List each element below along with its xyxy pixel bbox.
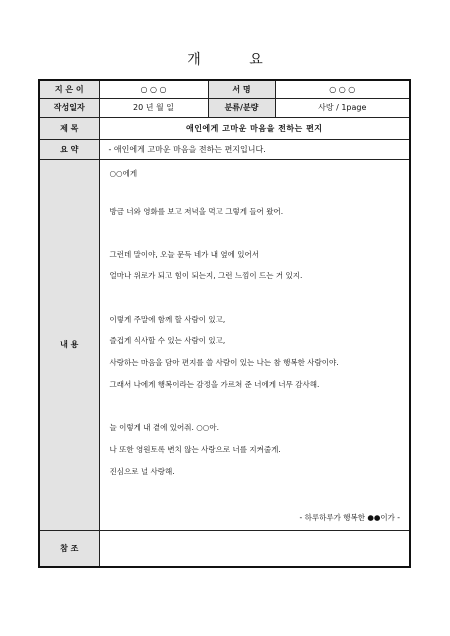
summary-label: 요 약 xyxy=(39,139,99,159)
date-value: 20 년 월 일 xyxy=(99,98,208,117)
letter-closing: - 하루하루가 행복한 ●●이가 - xyxy=(299,512,400,522)
letter-line: 즐겁게 식사할 수 있는 사람이 있고, xyxy=(109,335,226,345)
author-value: ○ ○ ○ xyxy=(99,80,208,98)
date-label: 작성일자 xyxy=(39,98,99,117)
letter-line: 늘 이렇게 내 곁에 있어줘. ○○아. xyxy=(109,422,219,432)
reference-value xyxy=(99,530,410,567)
letter-line: 방금 너와 영화를 보고 저녁을 먹고 그렇게 들어 왔어. xyxy=(109,206,284,216)
subject-value: 애인에게 고마운 마음을 전하는 편지 xyxy=(99,117,410,139)
letter-line: 그래서 나에게 행복이라는 감정을 가르쳐 준 너에게 너무 감사해. xyxy=(109,379,320,389)
author-label: 지 은 이 xyxy=(39,80,99,98)
letter-line: 나 또한 영원토록 변치 않는 사랑으로 너를 지켜줄게. xyxy=(109,444,281,454)
letter-line: 사랑하는 마음을 담아 편지를 쓸 사람이 있는 나는 참 행복한 사람이야. xyxy=(109,357,339,367)
summary-value: - 애인에게 고마운 마음을 전하는 편지입니다. xyxy=(99,139,410,159)
category-label: 분류/분량 xyxy=(208,98,275,117)
letter-line: 얼마나 위로가 되고 힘이 되는지, 그런 느낌이 드는 거 있지. xyxy=(109,270,303,280)
signature-label: 서 명 xyxy=(208,80,275,98)
content-cell xyxy=(99,159,410,530)
letter-line: ○○에게 xyxy=(109,168,138,178)
letter-line: 이렇게 주말에 함께 할 사람이 있고, xyxy=(109,314,226,324)
category-value: 사랑 / 1page xyxy=(275,98,410,117)
content-label: 내 용 xyxy=(39,159,99,530)
signature-value: ○ ○ ○ xyxy=(275,80,410,98)
page-title: 개 요 xyxy=(187,52,285,68)
letter-line: 진심으로 널 사랑해. xyxy=(109,466,175,476)
subject-label: 제 목 xyxy=(39,117,99,139)
outline-form xyxy=(38,79,411,568)
reference-label: 참 조 xyxy=(39,530,99,567)
letter-line: 그런데 말이야, 오늘 문득 네가 내 옆에 있어서 xyxy=(109,249,259,259)
